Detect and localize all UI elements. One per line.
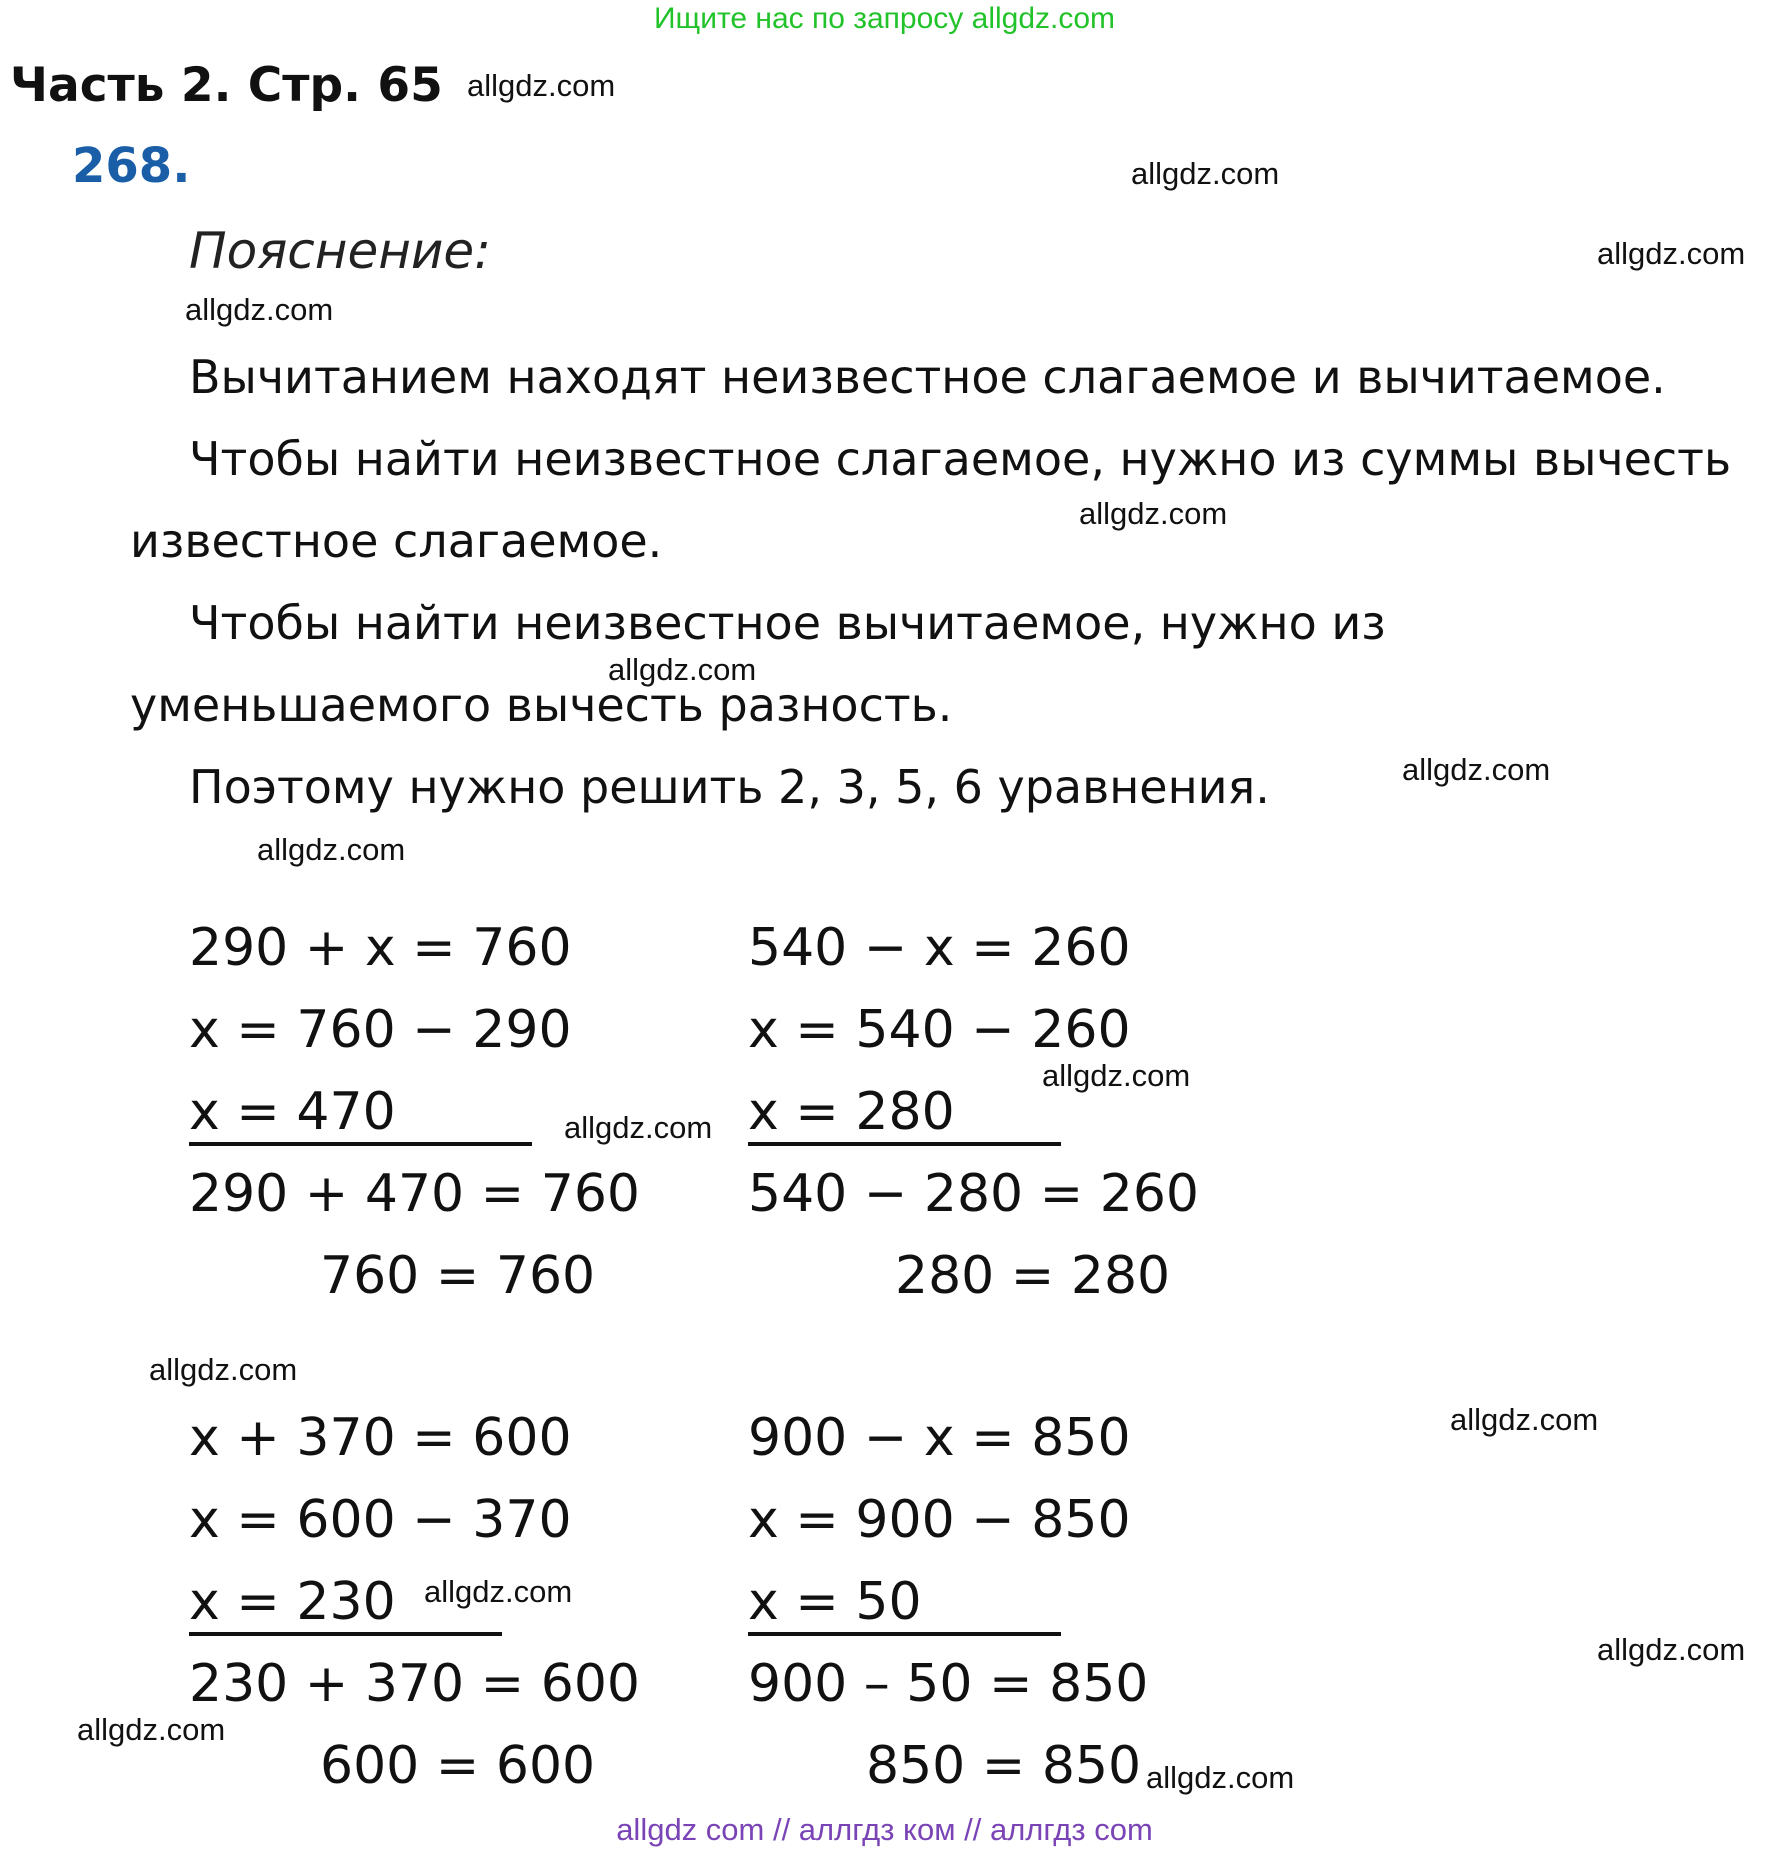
explanation-title: Пояснение: [189, 222, 492, 280]
equation-line: x = 600 − 370 [189, 1490, 572, 1550]
watermark: allgdz.com [1597, 236, 1746, 271]
equation-line: 900 − x = 850 [748, 1408, 1131, 1468]
answer-underline [189, 1632, 502, 1636]
watermark: allgdz.com [1450, 1402, 1599, 1437]
watermark: allgdz.com [1146, 1760, 1295, 1795]
equation-line: x + 370 = 600 [189, 1408, 572, 1468]
answer-underline [189, 1142, 532, 1146]
watermark: allgdz.com [1402, 752, 1551, 787]
equation-check: 230 + 370 = 600 [189, 1654, 641, 1714]
explanation-line: известное слагаемое. [130, 514, 663, 568]
equation-line: 540 − x = 260 [748, 918, 1131, 978]
watermark: allgdz.com [1131, 156, 1280, 191]
watermark: allgdz.com [1597, 1632, 1746, 1667]
explanation-line: уменьшаемого вычесть разность. [130, 678, 953, 732]
equation-answer: x = 470 [189, 1082, 396, 1142]
equation-answer: x = 230 [189, 1572, 396, 1632]
watermark: allgdz.com [185, 292, 334, 327]
answer-underline [748, 1142, 1061, 1146]
explanation-line: Чтобы найти неизвестное вычитаемое, нужно из [189, 596, 1386, 650]
explanation-line: Чтобы найти неизвестное слагаемое, нужно из суммы вычесть [189, 432, 1732, 486]
equation-answer: x = 50 [748, 1572, 922, 1632]
top-banner: Ищите нас по запросу allgdz.com [653, 2, 1116, 35]
equation-check: 290 + 470 = 760 [189, 1164, 641, 1224]
page-title: Часть 2. Стр. 65 [10, 58, 443, 113]
watermark: allgdz.com [1079, 496, 1228, 531]
equation-check: 760 = 760 [320, 1246, 596, 1306]
equation-line: x = 540 − 260 [748, 1000, 1131, 1060]
equation-answer: x = 280 [748, 1082, 955, 1142]
explanation-line: Поэтому нужно решить 2, 3, 5, 6 уравнения. [189, 760, 1270, 814]
watermark: allgdz.com [467, 68, 616, 103]
answer-underline [748, 1632, 1061, 1636]
watermark: allgdz.com [1042, 1058, 1191, 1093]
watermark: allgdz.com [424, 1574, 573, 1609]
equation-line: 290 + x = 760 [189, 918, 572, 978]
equation-check: 850 = 850 [866, 1736, 1142, 1796]
equation-line: x = 760 − 290 [189, 1000, 572, 1060]
equation-line: x = 900 − 850 [748, 1490, 1131, 1550]
equation-check: 600 = 600 [320, 1736, 596, 1796]
equation-check: 540 − 280 = 260 [748, 1164, 1200, 1224]
watermark: allgdz.com [257, 832, 406, 867]
footer-watermark: allgdz com // аллгдз ком // аллгдз com [616, 1812, 1153, 1847]
watermark: allgdz.com [149, 1352, 298, 1387]
watermark: allgdz.com [564, 1110, 713, 1145]
watermark: allgdz.com [77, 1712, 226, 1747]
equation-check: 280 = 280 [895, 1246, 1171, 1306]
watermark: allgdz.com [608, 652, 757, 687]
task-number: 268. [72, 138, 191, 194]
equation-check: 900 – 50 = 850 [748, 1654, 1149, 1714]
explanation-line: Вычитанием находят неизвестное слагаемое и вычитаемое. [189, 350, 1666, 404]
